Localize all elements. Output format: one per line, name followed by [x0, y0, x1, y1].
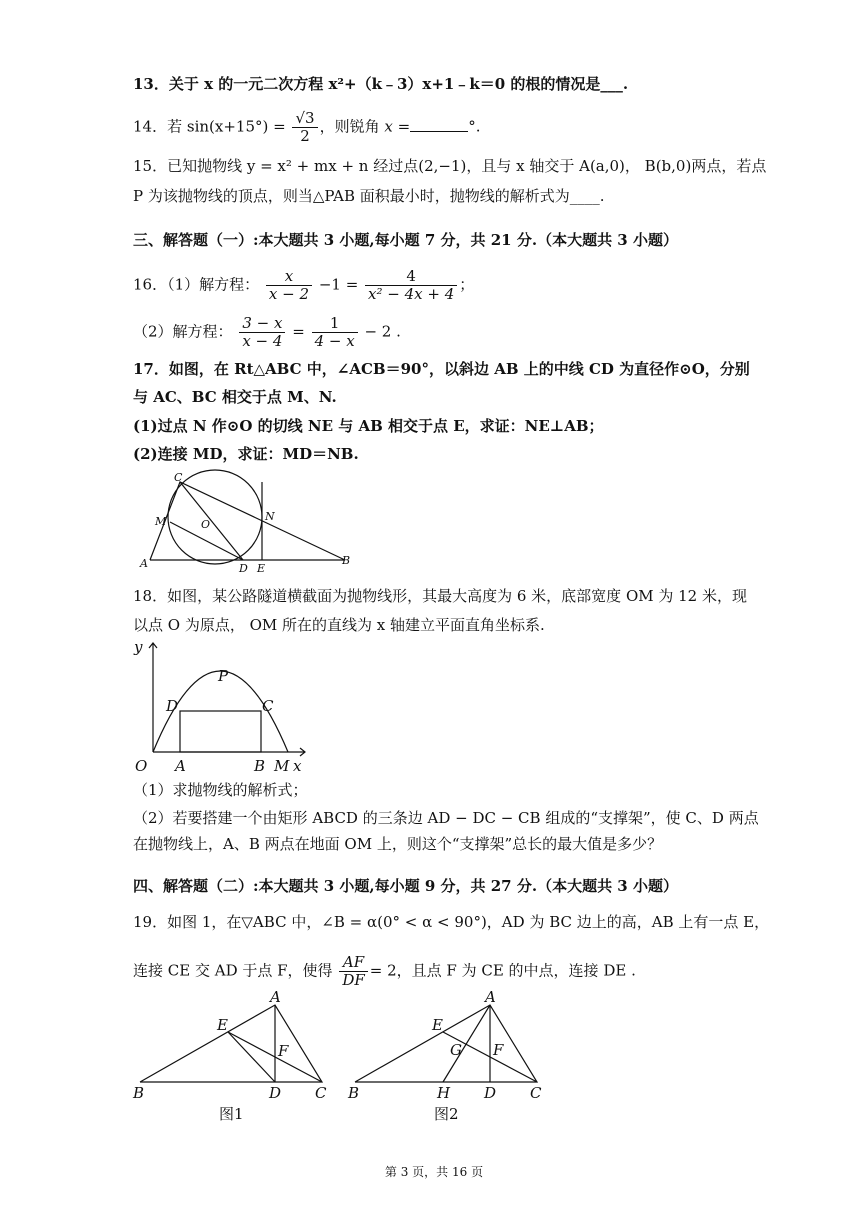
- fig1-label-d: D: [269, 1084, 282, 1102]
- q18-line2: 以点 O 为原点， OM 所在的直线为 x 轴建立平面直角坐标系.: [133, 616, 545, 634]
- q15-line1: 15．已知抛物线 y = x² + mx + n 经过点(2,−1)，且与 x 轴交于 A(a,0)， B(b,0)两点，若点: [133, 157, 767, 175]
- fig2-segment-ce: [443, 1032, 537, 1082]
- q18-label-o: O: [135, 757, 148, 775]
- q17-line2: 与 AC、BC 相交于点 M、N.: [133, 388, 337, 406]
- fig2-label-h: H: [437, 1084, 451, 1102]
- fig2-label-d: D: [484, 1084, 497, 1102]
- q18-part1: （1）求抛物线的解析式；: [133, 781, 308, 799]
- q14-blank: [410, 131, 468, 132]
- q19-line2-prefix: 连接 CE 交 AD 于点 F，使得: [133, 961, 333, 980]
- q18-part2-line1: （2）若要搭建一个由矩形 ABCD 的三条边 AD − DC − CB 组成的“支撑架”，使 C、D 两点: [133, 809, 759, 827]
- fig2-segment-ah: [443, 1005, 490, 1082]
- q16-end1: ；: [459, 275, 475, 294]
- q18-label-d: D: [166, 697, 179, 715]
- q18-label-y: y: [134, 638, 143, 656]
- q18-part2-line2: 在抛物线上，A、B 两点在地面 OM 上，则这个“支撑架”总长的最大值是多少？: [133, 835, 663, 853]
- q16-p2-label: （2）解方程：: [133, 322, 233, 341]
- q13-text: 关于 x 的一元二次方程 x²+（k﹣3）x+1﹣k＝0 的根的情况是___.: [168, 75, 629, 93]
- q16-frac4-den: 4 − x: [314, 332, 355, 350]
- q14-frac-num: √3: [292, 110, 317, 128]
- q17-label-c: C: [174, 471, 183, 484]
- q16-frac4: [312, 315, 358, 350]
- q17-segment-md: [170, 522, 243, 560]
- q18-x-arrow: [300, 748, 305, 756]
- figure-1-caption: 图1: [219, 1105, 244, 1123]
- q14-expr: sin(x+15°) =: [186, 117, 286, 136]
- q16-frac4-num: 1: [312, 315, 358, 333]
- fig1-label-c: C: [315, 1084, 327, 1102]
- q18-label-x: x: [293, 757, 302, 775]
- q16-frac3-num: 3 − x: [239, 315, 285, 333]
- fig1-label-b: B: [133, 1084, 145, 1102]
- q14-prefix: 若: [167, 117, 183, 136]
- question-14: [133, 110, 480, 145]
- fig1-triangle-abc: [140, 1005, 322, 1082]
- q19-line2-suffix: = 2，且点 F 为 CE 的中点，连接 DE .: [369, 961, 636, 980]
- section-3-title: 三、解答题（一）:本大题共 3 小题,每小题 7 分，共 21 分.（本大题共 3 小题）: [133, 231, 678, 249]
- fig1-segment-ce: [228, 1032, 322, 1082]
- q17-label-o: O: [201, 518, 211, 531]
- fig2-label-g: G: [450, 1041, 462, 1059]
- q19-figure-2: [355, 1005, 537, 1082]
- fig1-label-a: A: [270, 988, 281, 1006]
- q16-frac3: [239, 315, 285, 350]
- fig2-label-f: F: [493, 1041, 504, 1059]
- q16-frac1-den: x − 2: [268, 285, 310, 303]
- q14-fraction: [292, 110, 317, 145]
- q17-line1: 17．如图，在 Rt△ABC 中，∠ACB＝90°，以斜边 AB 上的中线 CD 为直径作⊙O，分别: [133, 360, 750, 378]
- q18-label-c: C: [262, 697, 274, 715]
- fig2-label-a: A: [485, 988, 496, 1006]
- q19-line1: 19．如图 1，在▽ABC 中，∠B = α(0° < α < 90°)，AD 为 BC 边上的高，AB 上有一点 E，: [133, 913, 770, 931]
- q18-rectangle-abcd: [180, 711, 261, 752]
- q17-label-a: A: [140, 557, 148, 570]
- q19-figure-1: [140, 1005, 322, 1082]
- fig2-label-c: C: [530, 1084, 542, 1102]
- q17-median-cd: [180, 482, 243, 560]
- q17-line3: (1)过点 N 作⊙O 的切线 NE 与 AB 相交于点 E，求证：NE⊥AB；: [133, 417, 604, 435]
- q17-label-e: E: [257, 562, 266, 575]
- q16-p1-label: （1）解方程：: [167, 275, 260, 294]
- fig2-label-b: B: [348, 1084, 360, 1102]
- q19-frac-den: DF: [342, 971, 365, 989]
- q13-number: 13．: [133, 75, 169, 93]
- q17-line4: (2)连接 MD，求证：MD＝NB.: [133, 445, 359, 463]
- q18-label-a: A: [175, 757, 186, 775]
- q18-label-m: M: [274, 757, 290, 775]
- q16-mid1: −1 =: [318, 275, 359, 294]
- q17-label-b: B: [342, 554, 351, 567]
- q16-frac2-num: 4: [365, 268, 457, 286]
- section-4-title: 四、解答题（二）:本大题共 3 小题,每小题 9 分，共 27 分.（本大题共 3 小题）: [133, 877, 678, 895]
- page-footer: 第 3 页，共 16 页: [384, 1165, 484, 1179]
- question-16-part2: [133, 315, 401, 350]
- fig1-label-f: F: [278, 1042, 289, 1060]
- q19-frac-num: AF: [339, 954, 367, 972]
- q14-var: x =: [384, 117, 411, 136]
- fig1-label-e: E: [217, 1016, 228, 1034]
- q16-frac1-num: x: [266, 268, 312, 286]
- figure-2-caption: 图2: [434, 1105, 459, 1123]
- q16-number: 16．: [133, 275, 168, 294]
- q19-line2: [133, 954, 636, 989]
- q18-label-p: P: [218, 667, 229, 685]
- q14-frac-den: 2: [300, 127, 310, 145]
- q18-parabola: [153, 671, 288, 752]
- q18-label-b: B: [254, 757, 266, 775]
- q14-suffix: ，则锐角: [319, 117, 380, 136]
- q17-label-d: D: [239, 562, 248, 575]
- q14-number: 14．: [133, 117, 168, 136]
- q19-fraction: [339, 954, 367, 989]
- q17-label-m: M: [155, 515, 167, 528]
- q16-mid2: =: [292, 322, 305, 341]
- fig1-segment-de: [228, 1032, 275, 1082]
- q17-triangle-abc: [150, 482, 345, 560]
- q14-end: °.: [468, 117, 481, 136]
- q15-line2: P 为该抛物线的顶点，则当△PAB 面积最小时，抛物线的解析式为____.: [133, 187, 605, 205]
- question-16-part1: [133, 268, 474, 303]
- fig2-triangle-abc: [355, 1005, 537, 1082]
- q18-y-arrow: [149, 643, 157, 648]
- q16-frac2-den: x² − 4x + 4: [368, 285, 455, 303]
- q16-end2: − 2 .: [364, 322, 401, 341]
- q16-frac2: [365, 268, 457, 303]
- q16-frac1: [266, 268, 312, 303]
- question-13: [133, 74, 628, 94]
- q18-line1: 18．如图，某公路隧道横截面为抛物线形，其最大高度为 6 米，底部宽度 OM 为 12 米，现: [133, 587, 747, 605]
- q17-label-n: N: [265, 510, 275, 523]
- q16-frac3-den: x − 4: [242, 332, 283, 350]
- q17-circle-o: [168, 470, 262, 564]
- fig2-label-e: E: [432, 1016, 443, 1034]
